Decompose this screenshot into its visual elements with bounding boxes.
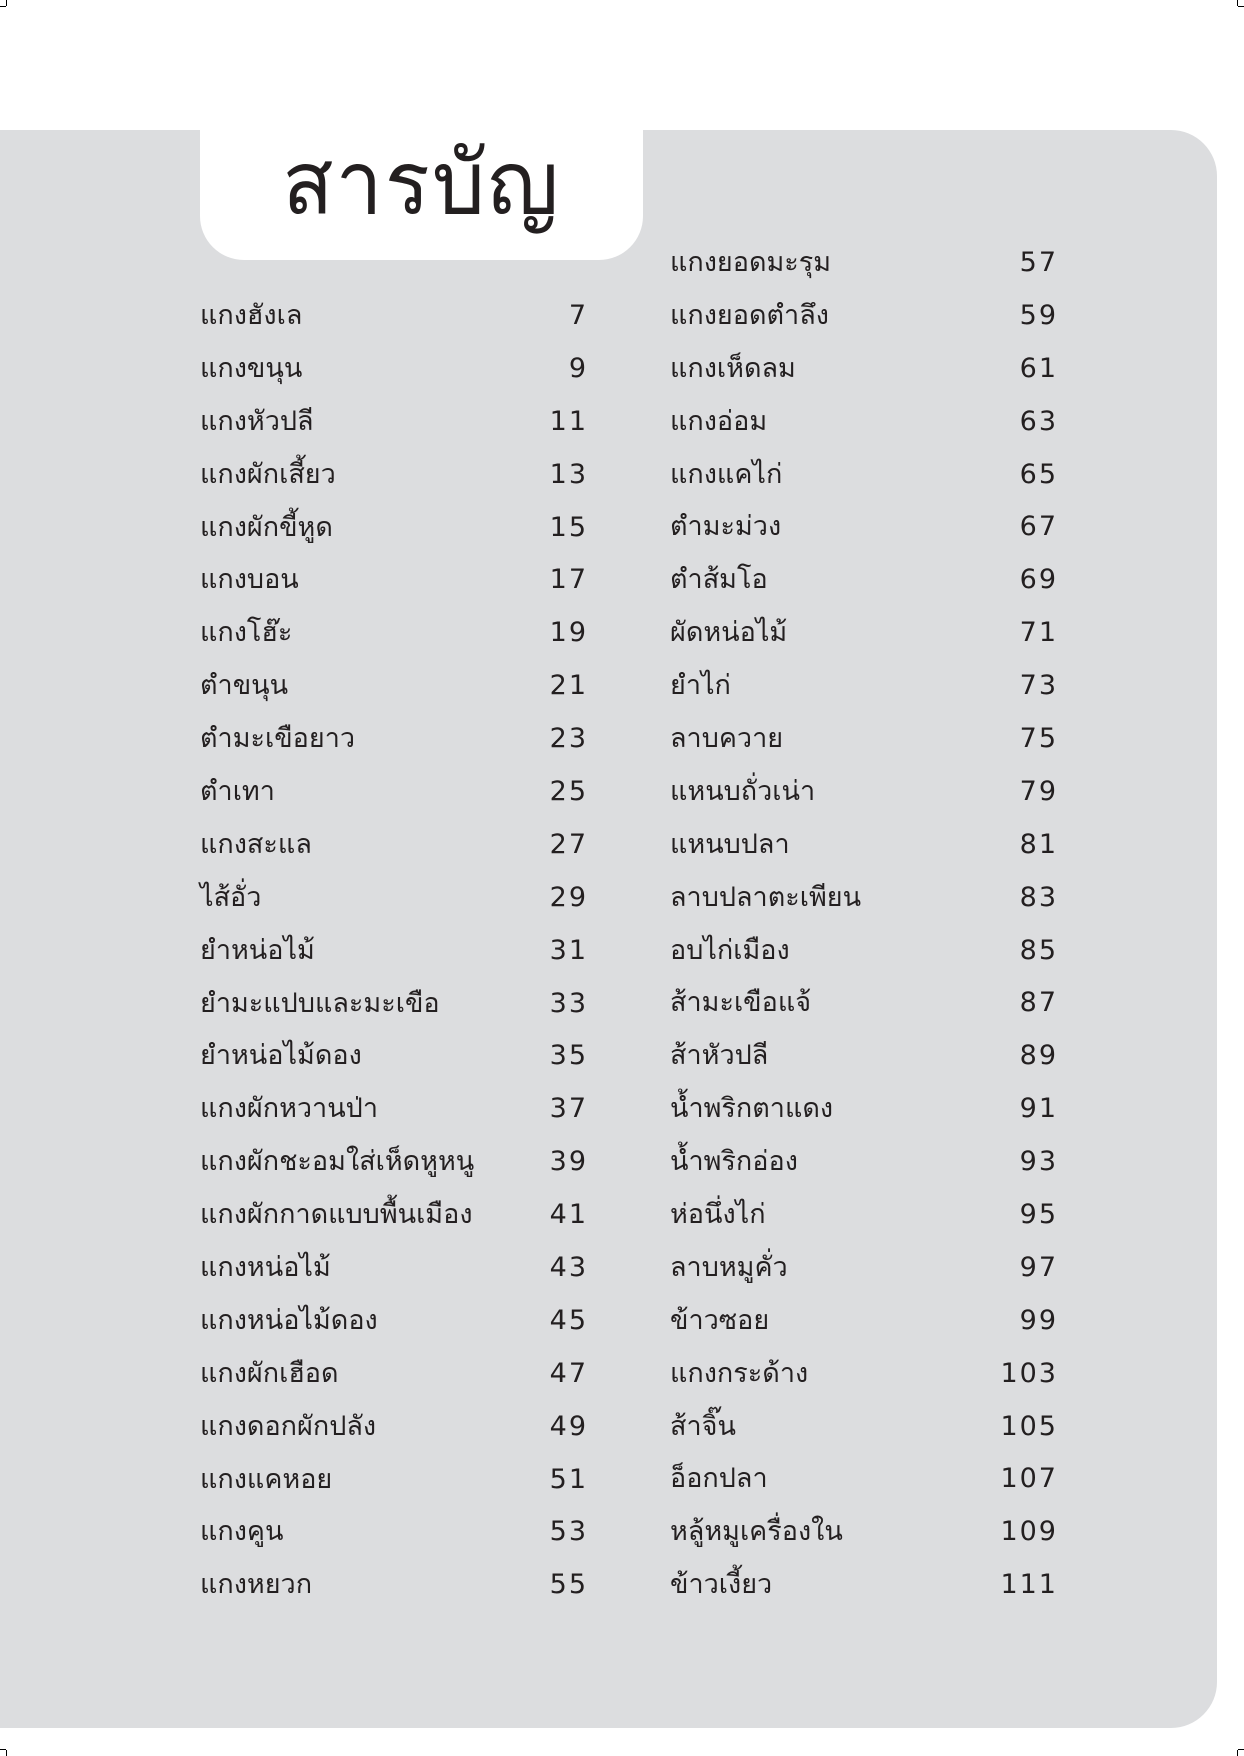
toc-entry[interactable] — [200, 978, 588, 1031]
toc-entry-title: แกงสะแล — [200, 828, 312, 860]
toc-entry[interactable] — [200, 343, 588, 396]
toc-entry-page-number: 75 — [1019, 723, 1058, 755]
toc-entry-title: แกงโฮ๊ะ — [200, 617, 293, 649]
toc-entry[interactable] — [200, 1030, 588, 1083]
toc-entry-page-number: 73 — [1019, 670, 1058, 702]
title-tab — [200, 128, 643, 260]
toc-entry-title: อ็อกปลา — [670, 1463, 768, 1495]
toc-entry[interactable] — [670, 1030, 1058, 1083]
toc-entry-title: แกงผักชะอมใส่เห็ดหูหนู — [200, 1146, 475, 1178]
toc-entry-title: แหนบถั่วเน่า — [670, 775, 816, 807]
toc-entry-page-number: 19 — [549, 617, 588, 649]
toc-entry-title: ตำเทา — [200, 776, 275, 808]
page-title: สารบัญ — [282, 131, 561, 235]
crop-mark-top-left-h — [0, 6, 6, 7]
toc-entry[interactable] — [670, 977, 1058, 1030]
toc-entry-page-number: 81 — [1019, 828, 1058, 860]
toc-entry-title: ห่อนึ่งไก่ — [670, 1199, 766, 1231]
toc-entry[interactable] — [670, 237, 1058, 290]
crop-mark-bottom-right-h — [1238, 1749, 1244, 1750]
toc-entry[interactable] — [670, 554, 1058, 607]
toc-entry-page-number: 15 — [549, 511, 588, 543]
toc-entry-page-number: 27 — [549, 828, 588, 860]
toc-entry-title: แกงยอดตำลึง — [670, 299, 829, 331]
toc-entry-title: แกงหน่อไม้ — [200, 1252, 331, 1284]
toc-entry-page-number: 111 — [1000, 1569, 1058, 1601]
toc-entry-title: แกงแคหอย — [200, 1463, 333, 1495]
toc-entry-title: ส้ามะเขือแจ้ — [670, 987, 812, 1019]
toc-entry-title: แกงหน่อไม้ดอง — [200, 1304, 378, 1336]
toc-entry-title: ยำหน่อไม้ดอง — [200, 1040, 362, 1072]
toc-entry-page-number: 105 — [1000, 1410, 1058, 1442]
toc-entry[interactable] — [200, 607, 588, 660]
toc-entry-title: แหนบปลา — [670, 828, 790, 860]
toc-entry[interactable] — [200, 396, 588, 449]
toc-entry-page-number: 39 — [549, 1146, 588, 1178]
toc-entry-title: น้ำพริกอ่อง — [670, 1146, 798, 1178]
toc-entry-page-number: 57 — [1019, 247, 1058, 278]
toc-entry-page-number: 47 — [549, 1357, 588, 1389]
toc-entry-title: ตำขนุน — [200, 670, 289, 702]
toc-entry-title: แกงผักเฮือด — [200, 1357, 339, 1389]
toc-entry[interactable] — [200, 1401, 588, 1454]
toc-entry-title: แกงหยวก — [200, 1569, 313, 1601]
toc-entry-page-number: 79 — [1019, 775, 1058, 807]
toc-entry-title: แกงบอน — [200, 564, 299, 596]
crop-mark-bottom-left-v — [6, 1750, 7, 1756]
toc-entry[interactable] — [670, 343, 1058, 396]
toc-entry[interactable] — [200, 290, 588, 343]
toc-entry-title: หลู้หมูเครื่องใน — [670, 1516, 843, 1548]
toc-entry-page-number: 7 — [568, 300, 588, 331]
toc-entry-page-number: 69 — [1019, 564, 1058, 596]
toc-entry[interactable] — [200, 1348, 588, 1401]
crop-mark-top-right-v — [1237, 0, 1238, 6]
toc-entry-page-number: 17 — [549, 564, 588, 596]
toc-entry[interactable] — [670, 1348, 1058, 1401]
toc-entry[interactable] — [670, 1295, 1058, 1348]
toc-entry[interactable] — [670, 449, 1058, 502]
toc-entry-title: ยำมะแปบและมะเขือ — [200, 987, 440, 1019]
toc-entry-title: ส้าจิ๊น — [670, 1410, 736, 1442]
toc-entry-title: แกงขนุน — [200, 352, 303, 384]
toc-entry[interactable] — [200, 1295, 588, 1348]
toc-entry-title: แกงเห็ดลม — [670, 352, 796, 384]
toc-entry[interactable] — [670, 1453, 1058, 1506]
toc-entry-title: แกงแคไก่ — [670, 458, 783, 490]
toc-entry-page-number: 65 — [1019, 458, 1058, 490]
toc-entry[interactable] — [200, 449, 588, 502]
toc-entry-title: แกงผักขี้หูด — [200, 511, 333, 543]
toc-entry-title: แกงฮังเล — [200, 300, 303, 331]
toc-entry[interactable] — [200, 1454, 588, 1507]
toc-entry-page-number: 35 — [549, 1040, 588, 1072]
toc-entry[interactable] — [200, 1242, 588, 1295]
toc-entry[interactable] — [670, 1189, 1058, 1242]
toc-entry[interactable] — [200, 819, 588, 872]
toc-entry[interactable] — [670, 872, 1058, 925]
toc-entry[interactable] — [200, 872, 588, 925]
toc-entry[interactable] — [670, 1136, 1058, 1189]
toc-entry-page-number: 103 — [1000, 1357, 1058, 1389]
toc-entry[interactable] — [200, 1136, 588, 1189]
toc-entry-title: ข้าวซอย — [670, 1304, 770, 1336]
toc-entry[interactable] — [200, 925, 588, 978]
toc-entry-title: ยำไก่ — [670, 670, 731, 702]
toc-entry-page-number: 21 — [549, 670, 588, 702]
toc-entry-title: ตำส้มโอ — [670, 564, 768, 596]
toc-entry[interactable] — [200, 713, 588, 766]
toc-entry-title: แกงผักเสี้ยว — [200, 458, 336, 490]
toc-entry-page-number: 85 — [1019, 934, 1058, 966]
toc-entry[interactable] — [670, 713, 1058, 766]
toc-entry-title: แกงยอดมะรุม — [670, 247, 832, 278]
toc-entry-page-number: 43 — [549, 1252, 588, 1284]
toc-entry-title: อบไก่เมือง — [670, 934, 790, 966]
toc-entry-page-number: 93 — [1019, 1146, 1058, 1178]
toc-entry[interactable] — [200, 1559, 588, 1612]
toc-entry-page-number: 59 — [1019, 299, 1058, 331]
toc-entry-title: แกงผักกาดแบบพื้นเมือง — [200, 1199, 473, 1231]
toc-entry-title: แกงกระด้าง — [670, 1357, 809, 1389]
toc-entry-page-number: 91 — [1019, 1093, 1058, 1125]
toc-entry-page-number: 97 — [1019, 1251, 1058, 1283]
toc-entry[interactable] — [670, 1559, 1058, 1612]
toc-entry-title: ตำมะม่วง — [670, 511, 782, 543]
toc-entry[interactable] — [670, 819, 1058, 872]
toc-entry[interactable] — [200, 554, 588, 607]
toc-entry[interactable] — [200, 660, 588, 713]
toc-entry-title: ข้าวเงี้ยว — [670, 1569, 773, 1601]
toc-entry-page-number: 107 — [1000, 1463, 1058, 1495]
toc-entry-title: ยำหน่อไม้ — [200, 934, 315, 966]
toc-entry[interactable] — [670, 925, 1058, 978]
toc-entry-page-number: 49 — [549, 1410, 588, 1442]
toc-entry-page-number: 71 — [1019, 617, 1058, 649]
toc-entry-page-number: 37 — [549, 1093, 588, 1125]
toc-entry-page-number: 55 — [549, 1569, 588, 1601]
toc-column-left — [200, 290, 588, 1612]
toc-entry-title: แกงคูน — [200, 1516, 284, 1548]
toc-entry-page-number: 53 — [549, 1516, 588, 1548]
toc-entry-title: แกงหัวปลี — [200, 405, 314, 437]
toc-entry[interactable] — [200, 502, 588, 555]
toc-entry-page-number: 33 — [549, 987, 588, 1019]
toc-entry-title: ลาบหมูคั่ว — [670, 1251, 788, 1283]
toc-entry[interactable] — [670, 766, 1058, 819]
toc-entry-page-number: 95 — [1019, 1199, 1058, 1231]
toc-entry-page-number: 63 — [1019, 405, 1058, 437]
toc-entry-title: ตำมะเขือยาว — [200, 723, 356, 755]
crop-mark-top-left-v — [6, 0, 7, 6]
crop-mark-bottom-right-v — [1237, 1750, 1238, 1756]
toc-entry[interactable] — [670, 290, 1058, 343]
toc-entry-page-number: 11 — [549, 405, 588, 437]
toc-entry[interactable] — [670, 1083, 1058, 1136]
toc-entry-page-number: 25 — [549, 776, 588, 808]
toc-entry-page-number: 67 — [1019, 511, 1058, 543]
toc-entry-page-number: 51 — [549, 1463, 588, 1495]
crop-mark-top-right-h — [1238, 6, 1244, 7]
toc-entry-title: ไส้อั่ว — [200, 881, 262, 913]
toc-entry-page-number: 13 — [549, 458, 588, 490]
toc-entry-page-number: 45 — [549, 1304, 588, 1336]
toc-entry[interactable] — [200, 1189, 588, 1242]
toc-entry[interactable] — [670, 1242, 1058, 1295]
toc-entry-page-number: 99 — [1019, 1304, 1058, 1336]
toc-entry[interactable] — [670, 607, 1058, 660]
toc-entry-page-number: 87 — [1019, 987, 1058, 1019]
toc-entry-page-number: 41 — [549, 1199, 588, 1231]
toc-entry-page-number: 9 — [568, 352, 588, 384]
toc-column-right — [670, 237, 1058, 1612]
toc-entry-page-number: 109 — [1000, 1516, 1058, 1548]
toc-entry-title: ผัดหน่อไม้ — [670, 617, 788, 649]
toc-entry[interactable] — [670, 1506, 1058, 1559]
toc-entry[interactable] — [670, 660, 1058, 713]
toc-entry-page-number: 31 — [549, 934, 588, 966]
toc-entry-title: ลาบปลาตะเพียน — [670, 881, 862, 913]
toc-entry-title: แกงอ่อม — [670, 405, 768, 437]
toc-entry-page-number: 29 — [549, 881, 588, 913]
toc-entry-page-number: 23 — [549, 723, 588, 755]
toc-entry[interactable] — [200, 1083, 588, 1136]
toc-entry[interactable] — [200, 766, 588, 819]
toc-entry-title: ส้าหัวปลี — [670, 1040, 769, 1072]
toc-entry-page-number: 89 — [1019, 1040, 1058, 1072]
toc-entry-title: แกงดอกผักปลัง — [200, 1410, 377, 1442]
toc-entry-title: แกงผักหวานป่า — [200, 1093, 378, 1125]
toc-entry-page-number: 83 — [1019, 881, 1058, 913]
toc-entry[interactable] — [670, 1401, 1058, 1454]
toc-entry-title: น้ำพริกตาแดง — [670, 1093, 834, 1125]
toc-entry[interactable] — [670, 501, 1058, 554]
toc-entry-title: ลาบควาย — [670, 723, 784, 755]
toc-entry[interactable] — [670, 396, 1058, 449]
toc-entry[interactable] — [200, 1506, 588, 1559]
toc-entry-page-number: 61 — [1019, 352, 1058, 384]
